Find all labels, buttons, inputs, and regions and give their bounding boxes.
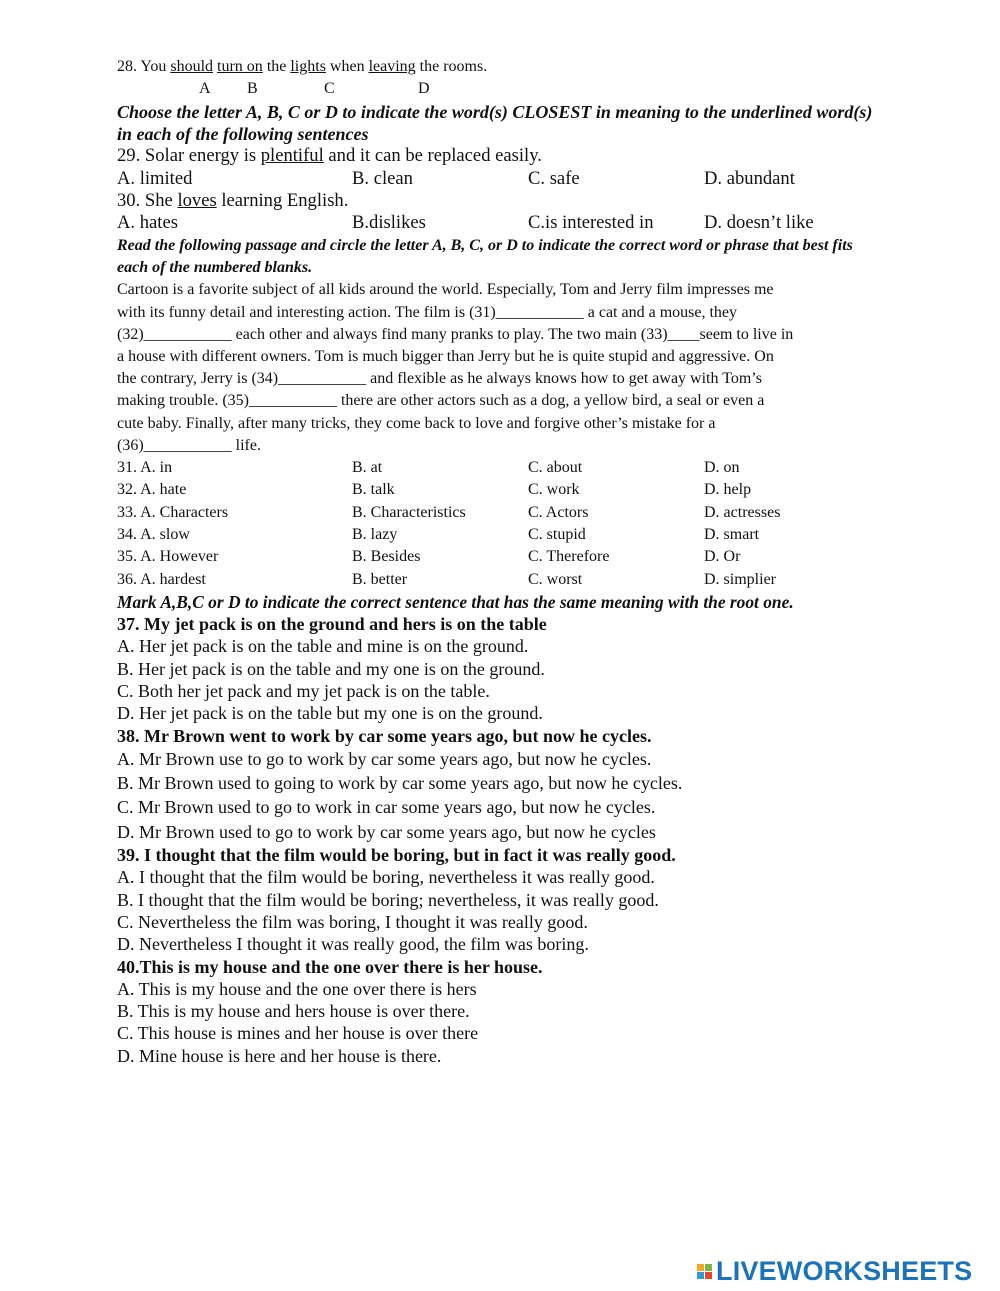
- question-39-stem: 39. I thought that the film would be boring, but in fact it was really good.: [117, 845, 676, 866]
- q39-option-b[interactable]: B. I thought that the film would be boring; nevertheless, it was really good.: [117, 889, 659, 910]
- q31-option-c[interactable]: C. about: [528, 459, 583, 477]
- blank-options-row-32: [117, 479, 887, 501]
- q32-option-d[interactable]: D. help: [704, 481, 752, 499]
- q36-option-b[interactable]: B. better: [352, 570, 408, 588]
- passage-line: with its funny detail and interesting action. The film is (31)___________ a cat and a mouse, they: [117, 303, 738, 321]
- liveworksheets-logo-icon: [697, 1264, 712, 1279]
- q38-option-d[interactable]: D. Mr Brown used to go to work by car some years ago, but now he cycles: [117, 821, 656, 842]
- q30-option-b[interactable]: B.dislikes: [352, 212, 426, 234]
- question-28: [117, 56, 887, 78]
- q29-options: [117, 168, 887, 190]
- q35-option-b[interactable]: B. Besides: [352, 548, 421, 566]
- q28-letter-a: A: [199, 80, 211, 98]
- passage-line: (36)___________ life.: [117, 436, 261, 454]
- blank-options-row-34: [117, 524, 887, 546]
- passage-line: cute baby. Finally, after many tricks, they come back to love and forgive other’s mistake for a: [117, 414, 716, 432]
- logo-square-blue: [697, 1272, 704, 1279]
- logo-square-red: [705, 1272, 712, 1279]
- logo-square-green: [705, 1264, 712, 1271]
- section-mark-instruction: Mark A,B,C or D to indicate the correct sentence that has the same meaning with the root one.: [117, 591, 794, 612]
- q28-letter-c: C: [324, 80, 335, 98]
- q35-option-c[interactable]: C. Therefore: [528, 548, 610, 566]
- q29-option-a[interactable]: A. limited: [117, 167, 193, 189]
- passage-line: a house with different owners. Tom is much bigger than Jerry but he is quite stupid and aggressive. On: [117, 348, 774, 366]
- blank-options-row-31: [117, 457, 887, 479]
- q33-option-c[interactable]: C. Actors: [528, 503, 589, 521]
- blank-options-row-33: [117, 502, 887, 524]
- worksheet-page: [117, 56, 887, 1067]
- passage-line: (32)___________ each other and always find many pranks to play. The two main (33)____seem to live in: [117, 325, 794, 343]
- passage-line: making trouble. (35)___________ there are other actors such as a dog, a yellow bird, a seal or even a: [117, 392, 765, 410]
- blank-options-row-36: [117, 569, 887, 591]
- q28-number: 28. You: [117, 58, 171, 75]
- q30-option-c[interactable]: C.is interested in: [528, 212, 654, 234]
- q39-option-a[interactable]: A. I thought that the film would be boring, nevertheless it was really good.: [117, 867, 655, 888]
- section-passage-instruction: Read the following passage and circle the letter A, B, C, or D to indicate the correct word or phrase that best fits each of the numbered blanks.: [117, 236, 853, 277]
- q34-option-d[interactable]: D. smart: [704, 525, 760, 543]
- q36-option-d[interactable]: D. simplier: [704, 570, 776, 588]
- q31-option-d[interactable]: D. on: [704, 459, 740, 477]
- q35-option-a[interactable]: 35. A. However: [117, 548, 219, 566]
- q35-option-d[interactable]: D. Or: [704, 548, 741, 566]
- q30-option-d[interactable]: D. doesn’t like: [704, 212, 814, 234]
- q33-option-d[interactable]: D. actresses: [704, 503, 781, 521]
- logo-text: LIVEWORKSHEETS: [716, 1255, 973, 1286]
- q37-option-b[interactable]: B. Her jet pack is on the table and my one is on the ground.: [117, 658, 545, 679]
- q39-option-d[interactable]: D. Nevertheless I thought it was really good, the film was boring.: [117, 934, 589, 955]
- q32-option-b[interactable]: B. talk: [352, 481, 395, 499]
- logo-square-orange: [697, 1264, 704, 1271]
- q29-option-b[interactable]: B. clean: [352, 167, 413, 189]
- question-30: [117, 190, 887, 212]
- q33-option-a[interactable]: 33. A. Characters: [117, 503, 229, 521]
- q32-option-c[interactable]: C. work: [528, 481, 580, 499]
- liveworksheets-logo[interactable]: [697, 1255, 972, 1287]
- blank-options-table: [117, 457, 887, 591]
- q30-underlined: loves: [177, 190, 217, 211]
- q37-option-d[interactable]: D. Her jet pack is on the table but my one is on the ground.: [117, 703, 543, 724]
- q30-options: [117, 212, 887, 234]
- q28-text-3: the rooms.: [415, 58, 488, 75]
- q29-text-pre: 29. Solar energy is: [117, 145, 261, 167]
- q29-option-d[interactable]: D. abundant: [704, 167, 795, 189]
- q40-option-c[interactable]: C. This house is mines and her house is over there: [117, 1023, 479, 1044]
- passage-line: Cartoon is a favorite subject of all kids around the world. Especially, Tom and Jerry film impresses me: [117, 281, 774, 299]
- q28-text-1: the: [262, 58, 291, 75]
- q40-option-d[interactable]: D. Mine house is here and her house is there.: [117, 1045, 442, 1066]
- q28-underlined-a: should: [170, 58, 214, 75]
- q39-option-c[interactable]: C. Nevertheless the film was boring, I thought it was really good.: [117, 911, 588, 932]
- blank-options-row-35: [117, 546, 887, 568]
- q28-letter-b: B: [247, 80, 258, 98]
- q32-option-a[interactable]: 32. A. hate: [117, 481, 187, 499]
- q38-option-a[interactable]: A. Mr Brown use to go to work by car some years ago, but now he cycles.: [117, 748, 652, 769]
- q28-letter-d: D: [418, 80, 430, 98]
- q34-option-a[interactable]: 34. A. slow: [117, 525, 190, 543]
- q38-option-c[interactable]: C. Mr Brown used to go to work in car some years ago, but now he cycles.: [117, 797, 656, 818]
- q30-text-post: learning English.: [216, 190, 349, 211]
- question-29: [117, 145, 887, 167]
- q34-option-b[interactable]: B. lazy: [352, 525, 398, 543]
- q29-underlined: plentiful: [260, 145, 324, 167]
- q28-underlined-d: leaving: [368, 58, 416, 75]
- question-37-stem: 37. My jet pack is on the ground and hers is on the table: [117, 614, 547, 635]
- q38-option-b[interactable]: B. Mr Brown used to going to work by car some years ago, but now he cycles.: [117, 773, 683, 794]
- q28-underlined-c: lights: [290, 58, 326, 75]
- q30-text-pre: 30. She: [117, 190, 178, 211]
- q28-underlined-b: turn on: [217, 58, 263, 75]
- section-closest-instruction: Choose the letter A, B, C or D to indicate the word(s) CLOSEST in meaning to the underlined word(s) in each of the following sentences: [117, 101, 873, 144]
- question-38-stem: 38. Mr Brown went to work by car some years ago, but now he cycles.: [117, 725, 652, 746]
- question-40-stem: 40.This is my house and the one over there is her house.: [117, 956, 543, 977]
- q29-text-post: and it can be replaced easily.: [323, 145, 542, 167]
- q33-option-b[interactable]: B. Characteristics: [352, 503, 466, 521]
- q28-text-2: when: [325, 58, 369, 75]
- q29-option-c[interactable]: C. safe: [528, 167, 580, 189]
- q31-option-a[interactable]: 31. A. in: [117, 459, 173, 477]
- q34-option-c[interactable]: C. stupid: [528, 525, 586, 543]
- q40-option-a[interactable]: A. This is my house and the one over there is hers: [117, 978, 477, 999]
- passage: [117, 279, 867, 457]
- q37-option-a[interactable]: A. Her jet pack is on the table and mine is on the ground.: [117, 636, 529, 657]
- q30-option-a[interactable]: A. hates: [117, 212, 178, 234]
- q28-letters: [117, 78, 887, 100]
- q37-option-c[interactable]: C. Both her jet pack and my jet pack is on the table.: [117, 681, 490, 701]
- q36-option-c[interactable]: C. worst: [528, 570, 583, 588]
- q36-option-a[interactable]: 36. A. hardest: [117, 570, 206, 588]
- q40-option-b[interactable]: B. This is my house and hers house is over there.: [117, 1001, 470, 1022]
- q31-option-b[interactable]: B. at: [352, 459, 383, 477]
- passage-line: the contrary, Jerry is (34)___________ and flexible as he always knows how to get away with Tom’s: [117, 370, 762, 388]
